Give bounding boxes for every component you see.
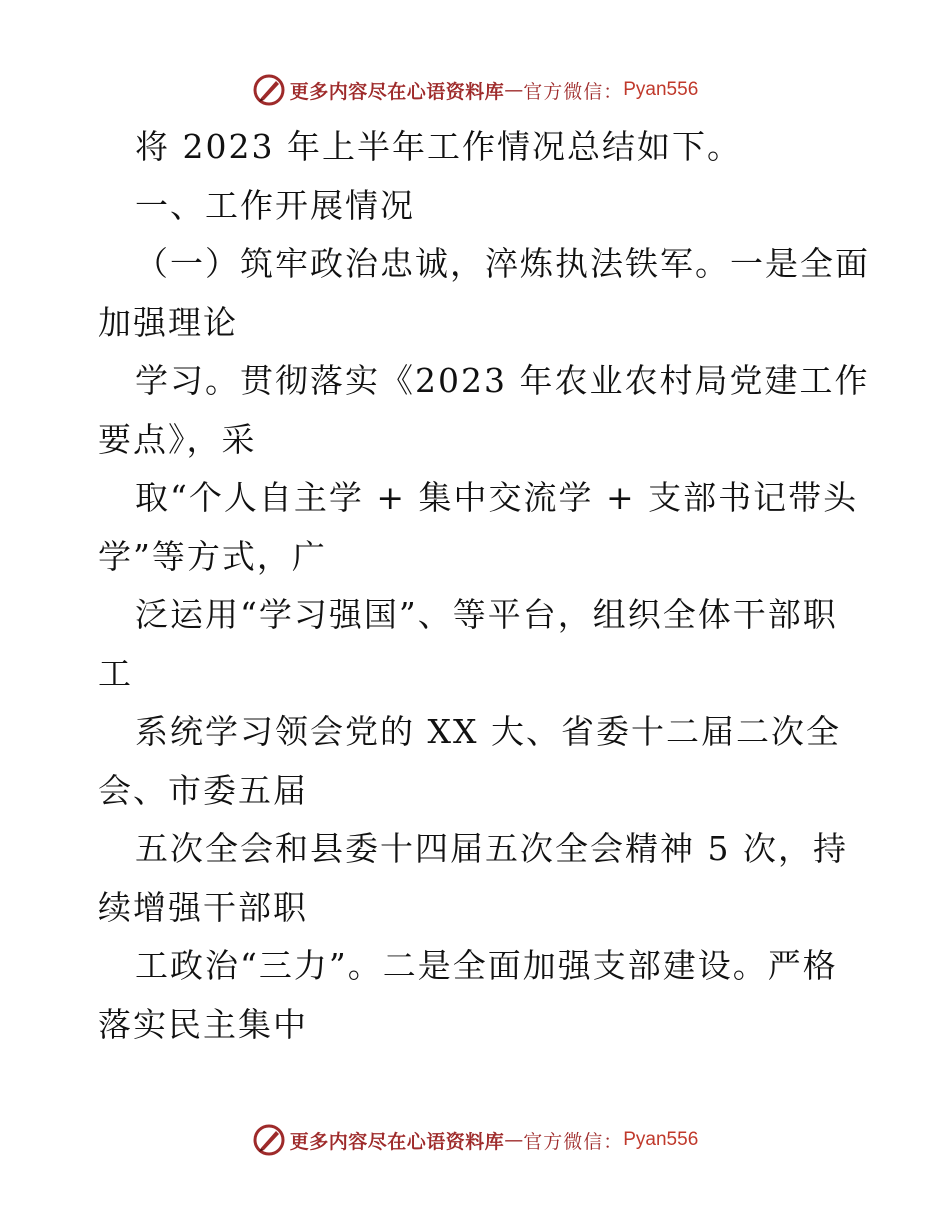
- banner-wechat-label: 官方微信：: [523, 1130, 624, 1153]
- body-line: 续增强干部职: [98, 887, 308, 927]
- body-line: 学”等方式，广: [98, 536, 327, 576]
- body-line: （一）筑牢政治忠诚，淬炼执法铁军。一是全面: [135, 244, 870, 283]
- body-line: 要点》，采: [98, 419, 257, 459]
- body-line: 取“个人自主学 + 集中交流学 + 支部书记带头: [135, 478, 859, 517]
- banner-wechat-id: Pyan556: [623, 1129, 699, 1150]
- body-line: 会、市委五届: [98, 770, 308, 810]
- footer-banner: [0, 1120, 950, 1160]
- body-line: 工政治“三力”。二是全面加强支部建设。严格: [135, 946, 838, 985]
- body-line: 学习。贯彻落实《2023 年农业农村局党建工作: [135, 361, 870, 400]
- banner-separator: —: [504, 1129, 524, 1151]
- banner-wechat-label: 官方微信：: [523, 80, 624, 103]
- section-heading: 一、工作开展情况: [135, 185, 415, 225]
- banner-wechat-id: Pyan556: [623, 79, 699, 100]
- body-line: 加强理论: [98, 302, 238, 342]
- pen-logo-icon: [252, 1123, 286, 1157]
- banner-separator: —: [504, 79, 524, 101]
- body-line: 五次全会和县委十四届五次全会精神 5 次，持: [135, 829, 848, 868]
- pen-logo-icon: [252, 73, 286, 107]
- banner-site-text: 更多内容尽在心语资料库: [289, 80, 505, 103]
- body-line: 泛运用“学习强国”、等平台，组织全体干部职: [135, 595, 838, 634]
- header-banner: [0, 70, 950, 110]
- body-line: 工: [98, 653, 133, 693]
- body-line: 落实民主集中: [98, 1004, 308, 1044]
- banner-site-text: 更多内容尽在心语资料库: [289, 1130, 505, 1153]
- body-line: 系统学习领会党的 XX 大、省委十二届二次全: [135, 712, 841, 751]
- document-body: [98, 118, 870, 1054]
- body-line: 将 2023 年上半年工作情况总结如下。: [135, 127, 742, 166]
